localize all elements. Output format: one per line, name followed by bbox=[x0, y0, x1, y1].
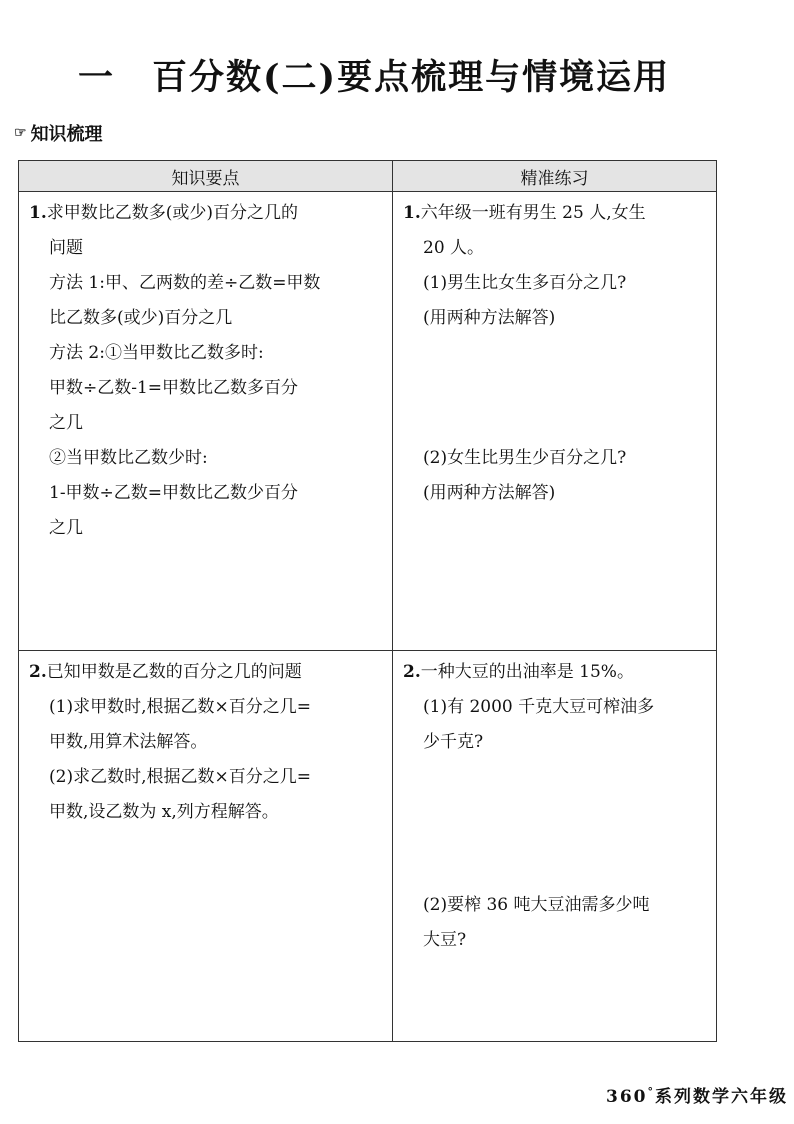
answer-space[interactable] bbox=[403, 760, 708, 888]
table-row bbox=[19, 192, 717, 651]
text-line: 求甲数比乙数多(或少)百分之几的 bbox=[46, 203, 299, 223]
header-practice: 精准练习 bbox=[393, 161, 717, 192]
text-line: 20 人。 bbox=[423, 238, 485, 258]
practice-cell bbox=[393, 192, 717, 651]
item-number: 2. bbox=[29, 662, 47, 682]
pointing-hand-icon: ☞ bbox=[14, 125, 27, 141]
section-heading bbox=[14, 120, 103, 146]
section-label: 知识梳理 bbox=[30, 124, 103, 145]
question-1: (1)男生比女生多百分之几? bbox=[423, 273, 627, 293]
item-number: 2. bbox=[403, 662, 421, 682]
footer-number: 360 bbox=[606, 1087, 648, 1107]
question-1: (1)有 2000 千克大豆可榨油多 bbox=[423, 697, 655, 717]
text-line: 甲数,用算术法解答。 bbox=[49, 732, 208, 752]
text-line: 甲数÷乙数-1=甲数比乙数多百分 bbox=[49, 378, 299, 398]
text-line: (用两种方法解答) bbox=[423, 483, 556, 503]
answer-space[interactable] bbox=[403, 336, 708, 441]
text-line: 甲数,设乙数为 x,列方程解答。 bbox=[49, 802, 279, 822]
question-2: (2)要榨 36 吨大豆油需多少吨 bbox=[423, 895, 650, 915]
series-footer bbox=[606, 1082, 788, 1107]
table-row bbox=[19, 651, 717, 1042]
text-line: 之几 bbox=[49, 518, 83, 538]
knowledge-table bbox=[18, 160, 717, 1042]
header-knowledge-points: 知识要点 bbox=[19, 161, 393, 192]
text-line: (用两种方法解答) bbox=[423, 308, 556, 328]
item-number: 1. bbox=[29, 203, 47, 223]
text-line: ②当甲数比乙数少时: bbox=[49, 448, 208, 468]
text-line: 已知甲数是乙数的百分之几的问题 bbox=[46, 662, 302, 682]
text-line: 大豆? bbox=[423, 930, 467, 950]
text-line: 问题 bbox=[49, 238, 83, 258]
text-line: 1-甲数÷乙数=甲数比乙数少百分 bbox=[49, 483, 299, 503]
question-2: (2)女生比男生少百分之几? bbox=[423, 448, 627, 468]
text-line: 六年级一班有男生 25 人,女生 bbox=[420, 203, 646, 223]
text-line: (2)求乙数时,根据乙数×百分之几= bbox=[49, 767, 311, 787]
knowledge-cell bbox=[19, 192, 393, 651]
text-line: 一种大豆的出油率是 15%。 bbox=[420, 662, 634, 682]
practice-cell bbox=[393, 651, 717, 1042]
text-line: 少千克? bbox=[423, 732, 484, 752]
text-line: 方法 2:①当甲数比乙数多时: bbox=[49, 343, 264, 363]
footer-series: 系列数学六年级 bbox=[655, 1087, 788, 1107]
text-line: 比乙数多(或少)百分之几 bbox=[49, 308, 233, 328]
page-title bbox=[78, 50, 670, 100]
text-line: 之几 bbox=[49, 413, 83, 433]
chapter-number: 一 bbox=[78, 57, 116, 98]
text-line: (1)求甲数时,根据乙数×百分之几= bbox=[49, 697, 311, 717]
knowledge-cell bbox=[19, 651, 393, 1042]
item-number: 1. bbox=[403, 203, 421, 223]
title-text: 百分数(二)要点梳理与情境运用 bbox=[152, 57, 671, 98]
footer-degree: ° bbox=[647, 1085, 655, 1099]
text-line: 方法 1:甲、乙两数的差÷乙数=甲数 bbox=[49, 273, 321, 293]
